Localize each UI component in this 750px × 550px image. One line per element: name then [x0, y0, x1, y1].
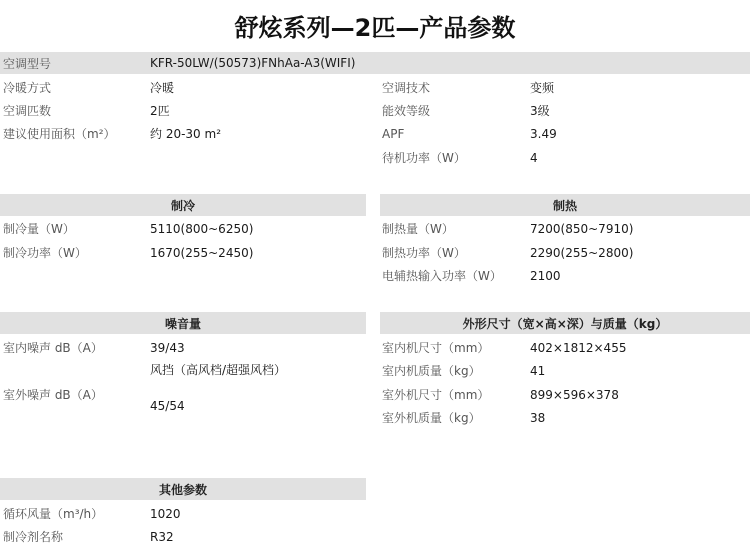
heating-header: 制热 [380, 194, 750, 216]
general-label: APF [382, 127, 405, 141]
general-value: 冷暖 [150, 81, 175, 95]
cooling-value: 5110(800~6250) [150, 222, 254, 236]
dimension-value: 899×596×378 [530, 388, 619, 402]
general-label: 建议使用面积（m²） [3, 127, 116, 141]
general-label: 待机功率（W） [382, 151, 466, 165]
general-value: 变频 [530, 81, 555, 95]
dimension-label: 室外机质量（kg） [382, 411, 481, 425]
noise-header: 噪音量 [0, 312, 366, 334]
general-label: 空调技术 [382, 81, 431, 95]
general-label: 空调匹数 [3, 104, 52, 118]
heating-value: 2290(255~2800) [530, 246, 634, 260]
outdoor-noise-value: 45/54 [150, 399, 185, 413]
model-label: 空调型号 [3, 56, 52, 71]
model-value: KFR-50LW/(50573)FNhAa-A3(WIFI) [150, 56, 356, 70]
other-value: 1020 [150, 507, 181, 521]
other-label: 循环风量（m³/h） [3, 507, 104, 521]
other-label: 制冷剂名称 [3, 530, 64, 544]
dimension-label: 室内机尺寸（mm） [382, 341, 490, 355]
cooling-value: 1670(255~2450) [150, 246, 254, 260]
general-value: 4 [530, 151, 538, 165]
heating-value: 7200(850~7910) [530, 222, 634, 236]
dimensions-header: 外形尺寸（宽×高×深）与质量（kg） [380, 312, 750, 334]
heating-label: 制热功率（W） [382, 246, 466, 260]
dimension-value: 38 [530, 411, 546, 425]
heating-value: 2100 [530, 269, 561, 283]
heating-label: 制热量（W） [382, 222, 454, 236]
general-value: 2匹 [150, 104, 170, 118]
general-value: 3.49 [530, 127, 557, 141]
indoor-noise-label: 室内噪声 dB（A） [3, 341, 103, 355]
page-title: 舒炫系列—2匹—产品参数 [234, 13, 516, 42]
outdoor-noise-label: 室外噪声 dB（A） [3, 388, 103, 402]
dimension-label: 室外机尺寸（mm） [382, 388, 490, 402]
cooling-label: 制冷功率（W） [3, 246, 87, 260]
other-header: 其他参数 [0, 478, 366, 500]
indoor-noise-value: 39/43 [150, 341, 185, 355]
indoor-noise-note: 风挡（高风档/超强风档） [150, 363, 287, 377]
general-value: 3级 [530, 104, 550, 118]
general-label: 能效等级 [382, 104, 431, 118]
heating-label: 电辅热输入功率（W） [382, 269, 502, 283]
general-label: 冷暖方式 [3, 81, 52, 95]
general-value: 约 20-30 m² [150, 127, 221, 141]
cooling-label: 制冷量（W） [3, 222, 75, 236]
other-value: R32 [150, 530, 174, 544]
dimension-label: 室内机质量（kg） [382, 364, 481, 378]
model-row [0, 52, 750, 74]
cooling-header: 制冷 [0, 194, 366, 216]
dimension-value: 41 [530, 364, 546, 378]
dimension-value: 402×1812×455 [530, 341, 627, 355]
